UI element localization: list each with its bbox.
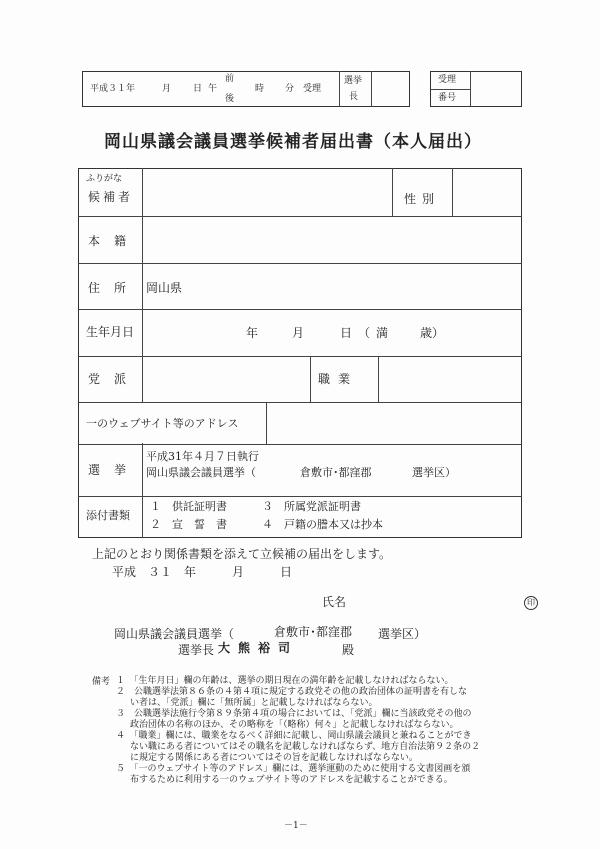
page-title: 岡山県議会議員選挙候補者届出書（本人届出） [104,132,482,152]
attached-item-4: ４ 戸籍の謄本又は抄本 [262,518,383,531]
birth-year: 年 [246,326,259,340]
declaration-text: 上記のとおり関係書類を添えて立候補の届出をします。 [92,547,392,561]
note-line: い者は、「党派」欄に「無所属」と記載しなければならない。 [130,698,378,708]
receipt-date-prefix: 平成３１年 [90,84,136,94]
attached-item-2: ２ 宣 誓 書 [150,518,227,531]
furigana-label: ふりがな [86,174,123,184]
note-line: ４ 「職業」欄には、職業をなるべく詳細に記載し、岡山県議会議員と兼ねることができ [116,731,472,741]
addressee-title: 選挙長 [178,643,215,657]
receipt-number-label-2: 番号 [438,93,457,103]
form-table [78,168,522,538]
attached-label: 添付書類 [86,509,130,522]
receipt-before: 前 [225,74,235,84]
address-label: 住所 [88,281,141,295]
addressee-suffix: 選挙区） [378,627,427,641]
occupation-label: 職業 [318,372,359,386]
seal-mark: 印 [524,596,538,610]
receipt-month: 月 [162,84,172,94]
receipt-day: 日 [193,84,203,94]
birth-age: 歳） [420,326,445,340]
note-line: ２ 公職選挙法第８６条の４第４項に規定する政党その他の政治団体の証明書を有しな [116,687,468,697]
receipt-after: 後 [225,94,235,104]
addressee-honorific: 殿 [342,643,355,657]
note-line: ３ 公職選挙法施行令第８９条第４項の場合においては、「党派」欄に当該政党その他の [116,709,472,719]
birthdate-label: 生年月日 [86,325,135,339]
page-number: －1－ [284,821,308,831]
receipt-number-label-1: 受理 [438,75,457,85]
note-line: ５ 「一のウェブサイト等のアドレス」欄には、選挙運動のために使用する文書図画を頒 [116,764,471,774]
birth-month: 月 [292,326,305,340]
chief-label-2: 長 [349,92,359,102]
receipt-hour: 時 [255,84,265,94]
addressee-name: 大熊裕司 [218,641,299,655]
addressee-district: 倉敷市･都窪郡 [274,625,353,639]
gender-label: 性別 [404,192,441,206]
note-line: 布するために利用する一のウェブサイト等のアドレスを記載することができる。 [130,775,453,785]
note-line: に規定する関係にある者についてはその旨を記載しなければならない。 [130,753,418,763]
election-name: 岡山県議会議員選挙（ [146,466,256,479]
receipt-label: 受理 [303,84,322,94]
website-label: 一のウェブサイト等のアドレス [86,417,239,430]
party-label: 党派 [88,372,141,386]
attached-item-3: ３ 所属党派証明書 [262,500,361,513]
note-line: ない職にある者についてはその職名を記載しなければならず、地方自治法第９２条の２ [130,742,481,752]
election-label: 選挙 [88,463,141,477]
domicile-label: 本籍 [88,234,141,248]
note-line: 政治団体の名称のほか、その略称を「（略称）何々」と記載しなければならない。 [130,720,459,730]
address-value: 岡山県 [146,281,183,295]
note-line: １ 「生年月日」欄の年齢は、選挙の期日現在の満年齢を記載しなければならない。 [116,676,454,686]
election-district: 倉敷市･都窪郡 [300,466,372,479]
receipt-minute: 分 [285,84,295,94]
name-label: 氏名 [322,595,347,609]
election-date: 平成31年４月７日執行 [146,450,259,463]
chief-label-1: 選挙 [344,76,363,86]
addressee-election: 岡山県議会議員選挙（ [114,627,235,641]
candidate-label: 候補者 [88,190,134,204]
election-suffix: 選挙区） [412,466,456,479]
attached-item-1: １ 供託証明書 [150,500,227,513]
notes-label: 備考 [92,677,111,687]
receipt-am: 午 [208,84,218,94]
declaration-date: 平成 ３１ 年 月 日 [112,565,293,579]
birth-day: 日（満 [340,326,395,340]
